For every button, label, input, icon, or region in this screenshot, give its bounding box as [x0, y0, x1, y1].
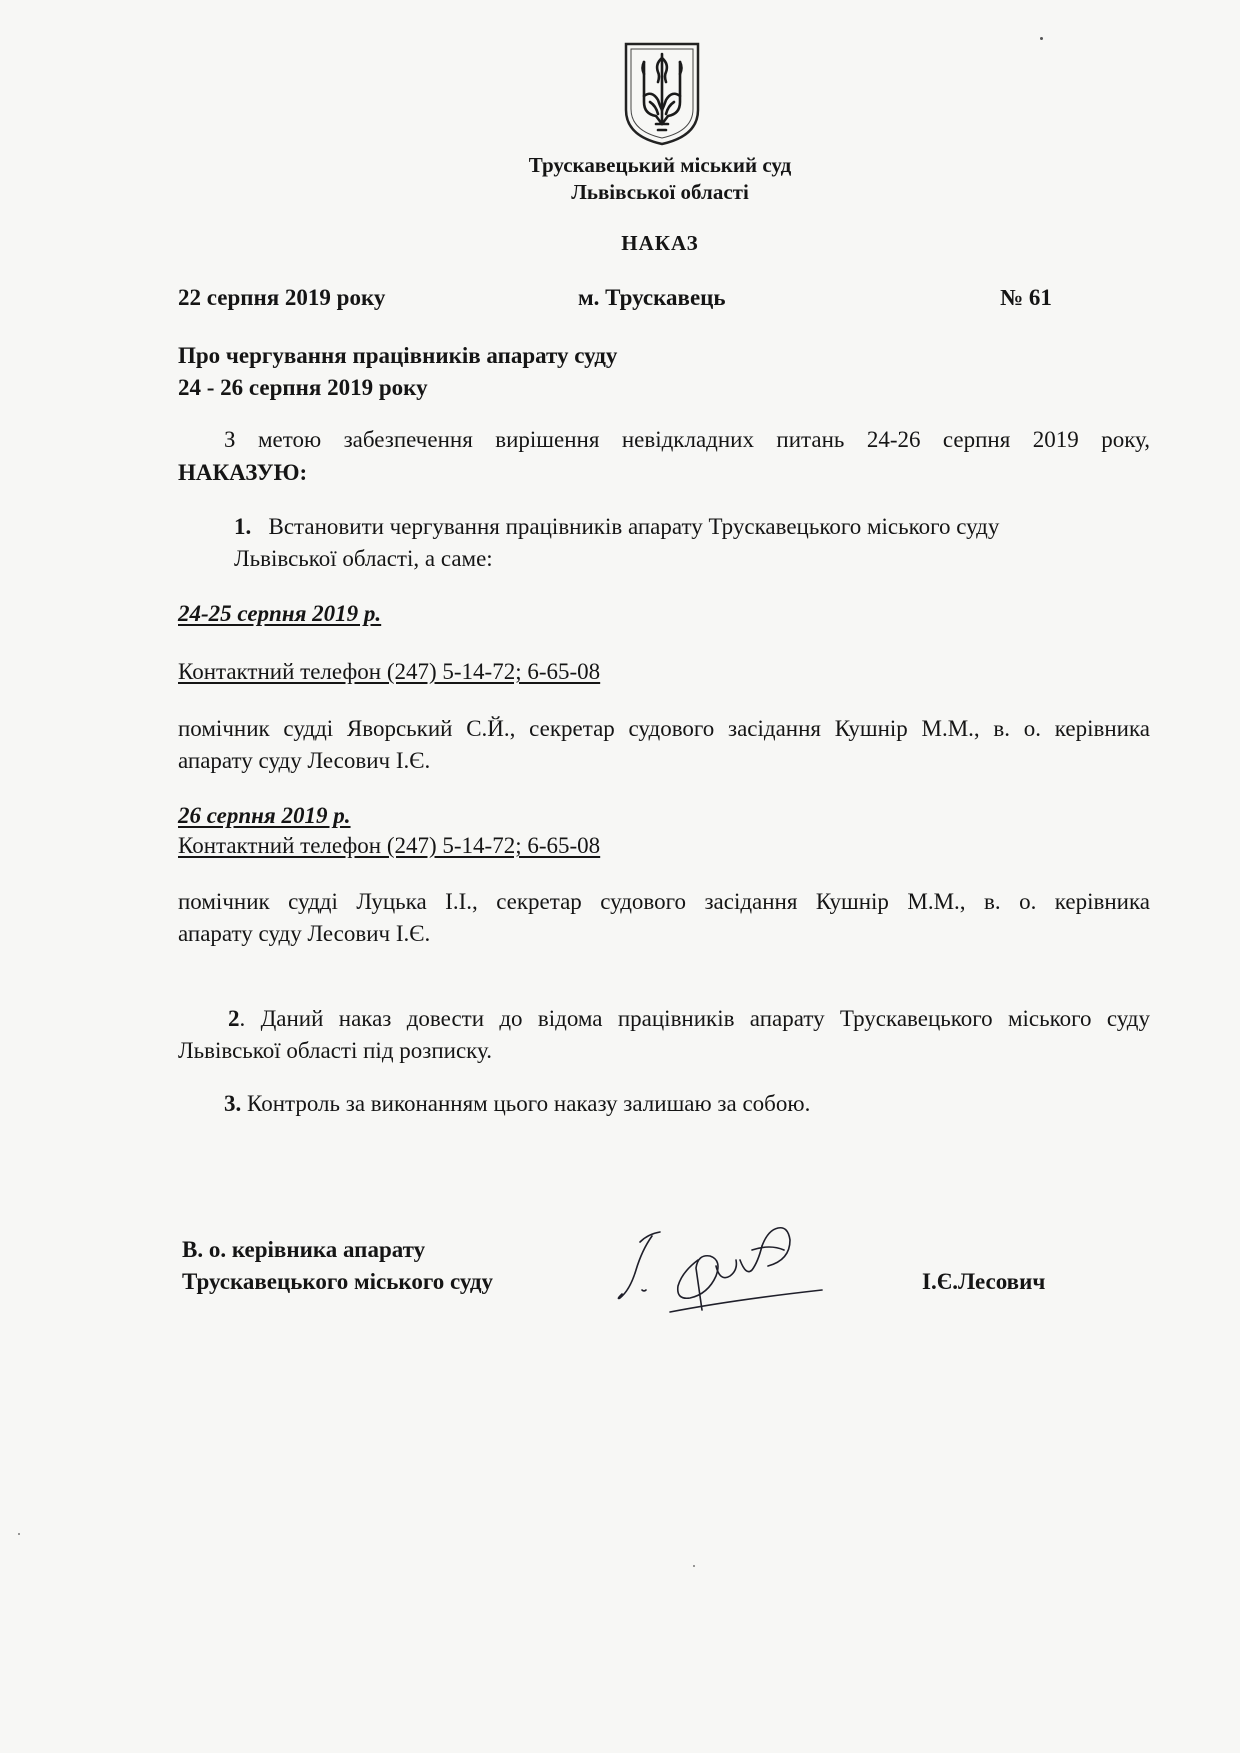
- duty-staff-1-line-2: апарату суду Лесович І.Є.: [178, 748, 431, 773]
- scan-speck: [1040, 37, 1043, 40]
- scan-speck: [18, 1533, 20, 1535]
- intro-text: З метою забезпечення вирішення невідкладних питань 24-26 серпня 2019 року,: [224, 427, 1150, 452]
- item-1-number: 1.: [234, 514, 252, 539]
- order-city: м. Трускавець: [578, 285, 726, 310]
- court-name: Трускавецький міський суд: [528, 153, 792, 177]
- signatory-name: І.Є.Лесович: [922, 1269, 1046, 1294]
- handwritten-signature-icon: [612, 1220, 852, 1320]
- order-number: № 61: [1000, 285, 1052, 310]
- intro-order-word: НАКАЗУЮ:: [178, 460, 308, 485]
- duty-phone-1: Контактний телефон (247) 5-14-72; 6-65-08: [178, 659, 601, 684]
- item-1-line-1: [234, 511, 999, 543]
- item-2-line-2: Львівської області під розписку.: [178, 1038, 492, 1063]
- order-subject-line-2: 24 - 26 серпня 2019 року: [178, 375, 428, 400]
- item-2-text: . Даний наказ довести до відома працівників апарату Трускавецького міського суду: [239, 1006, 1150, 1031]
- duty-date-2: 26 серпня 2019 р.: [178, 803, 351, 828]
- item-1-line-2: Львівської області, а саме:: [234, 546, 493, 571]
- court-region: Львівської області: [571, 180, 749, 204]
- ukraine-coat-of-arms-icon: [622, 40, 702, 148]
- intro-line-1: [178, 424, 1150, 456]
- item-2-line-1: [228, 1003, 1150, 1035]
- signatory-role-line-1: В. о. керівника апарату: [182, 1237, 426, 1262]
- duty-staff-2-line-2: апарату суду Лесович І.Є.: [178, 921, 431, 946]
- order-date: 22 серпня 2019 року: [178, 285, 386, 310]
- duty-staff-1-line-1: помічник судді Яворський С.Й., секретар судового засідання Кушнір М.М., в. о. керівника: [178, 716, 1150, 741]
- item-2-number: 2: [228, 1006, 240, 1031]
- duty-phone-2: Контактний телефон (247) 5-14-72; 6-65-08: [178, 833, 601, 858]
- duty-date-1: 24-25 серпня 2019 р.: [178, 601, 382, 626]
- item-3-text: Контроль за виконанням цього наказу залишаю за собою.: [241, 1091, 811, 1116]
- item-3-number: 3.: [224, 1091, 242, 1116]
- item-1-text: Встановити чергування працівників апарату Трускавецького міського суду: [268, 514, 1000, 539]
- scan-speck: [693, 1565, 695, 1567]
- duty-staff-2-line-1: помічник судді Луцька І.І., секретар судового засідання Кушнір М.М., в. о. керівника: [178, 889, 1150, 914]
- order-subject-line-1: Про чергування працівників апарату суду: [178, 343, 618, 368]
- item-3: [224, 1088, 810, 1120]
- signatory-role-line-2: Трускавецького міського суду: [182, 1269, 494, 1294]
- order-title: НАКАЗ: [621, 231, 699, 255]
